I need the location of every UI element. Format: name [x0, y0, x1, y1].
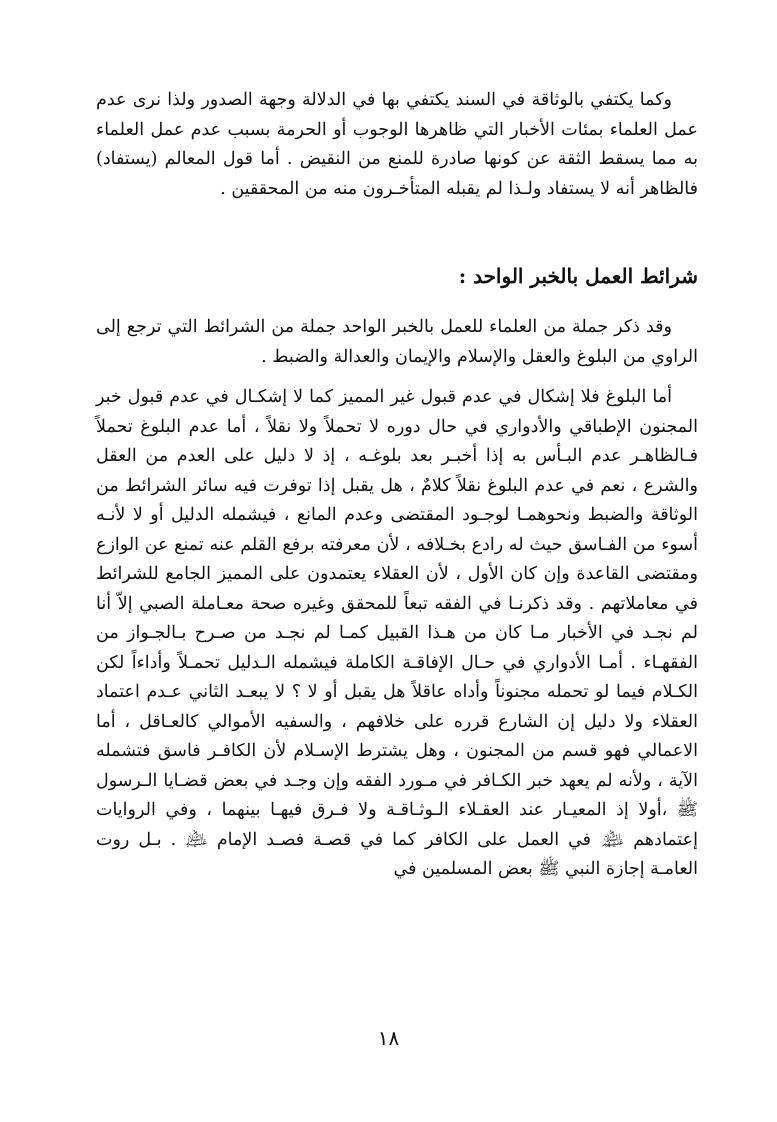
paragraph-2: وقد ذكر جملة من العلماء للعمل بالخبر الواحد جملة من الشرائط التي ترجع إلى الراوي من البلوغ والعقل والإسلام والإيمان والعدالة والضبط . [96, 317, 698, 367]
section-heading: شرائط العمل بالخبر الواحد : [458, 264, 698, 288]
paragraph-block-3 [96, 383, 698, 885]
page-number: ١٨ [377, 1026, 400, 1050]
paragraph-1: وكما يكتفي بالوثاقة في السند يكتفي بها في الدلالة وجهة الصدور ولذا نرى عدم عمل العلماء بمئات الأخبار التي ظاهرها الوجوب أو الحرمة بسبب عدم عمل العلماء به مما يسقط الثقة عن كونها صادرة للمنع من النقيض . أما قول المعالم (يستفاد) فالظاهر أنه لا يستفاد ولـذا لم يقبله المتأخـرون منه من المحققين . [96, 90, 698, 199]
paragraph-3: أما البلوغ فلا إشكال في عدم قبول غير المميز كما لا إشكـال في عدم قبول خبر المجنون الإطباقي والأدواري في حال دوره لا تحملاً ولا نقلاً ، أما عدم البلوغ تحملاً فـالظاهـر عدم البـأس به إذا أخبـر بعد بلوغـه ، إذ لا دليل على العدم من العقل والشرع ، نعم في عدم البلوغ نقلاً كلامٌ ، هل يقبل إذا توفرت فيه سائر الشرائط من الوثاقة والضبط ونحوهمـا لوجـود المقتضى وعدم المانع ، فيشمله الدليل أو لا لأنـه أسوء من الفـاسق حيث له رادع بخـلافه ، لأن معرفته برفع القلم عنه تمنع عن الوازع ومقتضى القاعدة وإن كان الأول ، لأن العقلاء يعتمدون على المميز الجامع للشرائط في معاملاتهم . وقد ذكرنـا في الفقه تبعاً للمحقق وغيره صحة معـاملة الصبي إلاّ أنا لم نجـد في الأخبار مـا كان من هـذا القبيل كمـا لم نجـد من صـرح بـالجـواز من الفقهـاء . أمـا الأدواري في حـال الإفاقـة الكاملة فيشمله الـدليل تحمـلاً وأداءاً لكن الكـلام فيما لو تحمله مجنوناً وأداه عاقلاً هل يقبل أو لا ؟ لا يبعـد الثاني عـدم اعتماد العقلاء ولا دليل إن الشارع قرره على خلافهم ، والسفيه الأموالي كالعـاقل ، أما الاعمالي فهو قسم من المجنون ، وهل يشترط الإسـلام لأن الكافـر فاسق فتشمله الآية ، ولأنه لم يعهد خبر الكـافر في مـورد الفقه وإن وجـد في بعض قضـايا الـرسول ﷺ ،أولا إذ المعيـار عند العقـلاء الـوثـاقـة ولا فـرق فيهـا بينهما ، وفي الروايات إعتمادهم ﵈ في العمل على الكافر كما في قصـة فصـد الإمام ﵇ . بـل روت العامـة إجازة النبي ﷺ بعض المسلمين في [96, 387, 698, 879]
paragraph-block-1 [96, 86, 698, 204]
paragraph-block-2 [96, 313, 698, 372]
